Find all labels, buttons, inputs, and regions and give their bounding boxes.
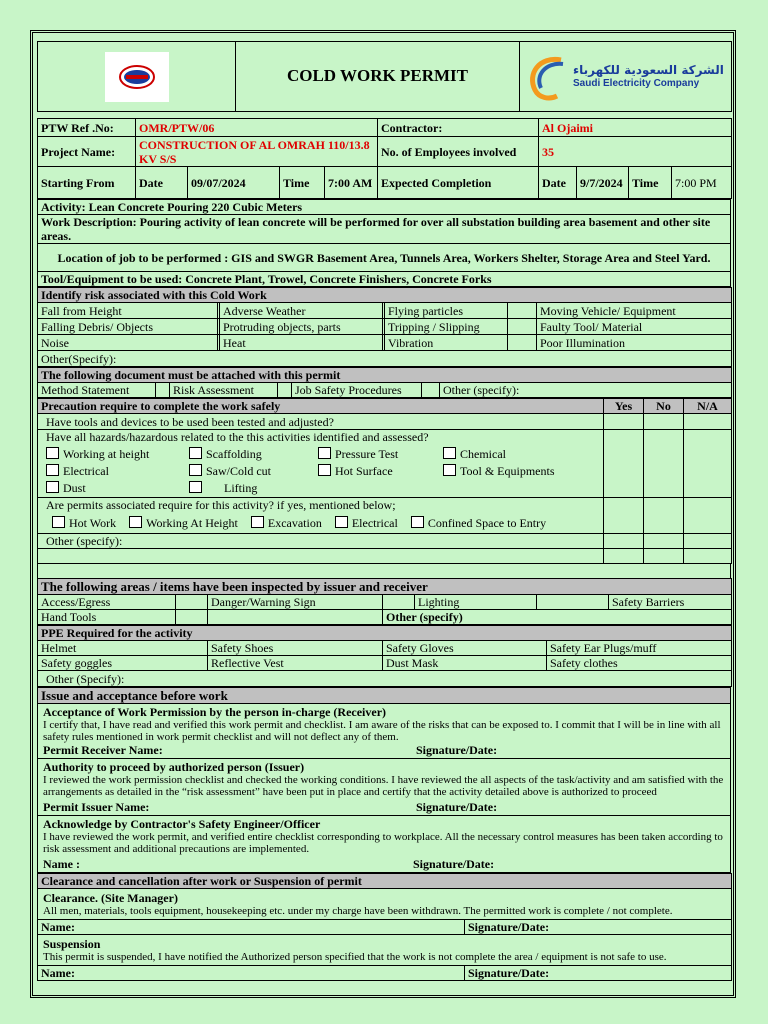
hazard-label: Scaffolding — [206, 447, 262, 461]
checkbox[interactable] — [251, 516, 264, 528]
checkbox[interactable] — [52, 516, 65, 528]
expected-completion-label: Expected Completion — [378, 167, 539, 199]
ptw-ref-label: PTW Ref .No: — [38, 119, 136, 137]
inspected-table — [37, 578, 732, 625]
issuer-title: Authority to proceed by authorized person (Issuer) — [43, 760, 305, 774]
question-associated-permits: Are permits associated require for this activity? if yes, mentioned below; — [46, 498, 396, 512]
documents-heading: The following document must be attached with this permit — [38, 368, 732, 383]
answer-no[interactable] — [644, 430, 684, 498]
inspected-item: Safety Barriers — [609, 595, 732, 610]
issuer-name-label: Permit Issuer Name: — [43, 800, 150, 814]
answer-na[interactable] — [684, 414, 732, 430]
ppe-item: Safety Gloves — [383, 641, 547, 656]
question-tools-tested: Have tools and devices to be used been tested and adjusted? — [38, 414, 604, 430]
issue-heading: Issue and acceptance before work — [38, 688, 731, 704]
risk-item: Poor Illumination — [537, 335, 732, 351]
precaution-table — [37, 398, 732, 564]
question-hazards-identified: Have all hazards/hazardous related to the this activities identified and assessed? — [46, 430, 429, 444]
hazard-label: Electrical — [63, 464, 109, 478]
right-logo-cell — [520, 42, 732, 112]
contractor-value: Al Ojaimi — [539, 119, 732, 137]
work-description: Work Description: Pouring activity of lean concrete will be performed for over all substation building area basement and other site areas. — [38, 215, 731, 244]
start-time-label: Time — [280, 167, 325, 199]
checkbox[interactable] — [335, 516, 348, 528]
contractor-label: Contractor: — [378, 119, 539, 137]
yes-column-header: Yes — [604, 399, 644, 414]
tools-equipment: Tool/Equipment to be used: Concrete Plant, Trowel, Concrete Finishers, Concrete Forks — [38, 272, 731, 287]
start-time-value: 7:00 AM — [325, 167, 378, 199]
spacer — [37, 564, 731, 578]
clearance-name-label: Name: — [38, 920, 465, 935]
job-location: Location of job to be performed : GIS and SWGR Basement Area, Tunnels Area, Workers Shelter, Storage Area and Steel Yard. — [38, 244, 731, 272]
checkbox[interactable] — [318, 464, 331, 476]
checkbox[interactable] — [189, 464, 202, 476]
hazard-label: Chemical — [460, 447, 506, 461]
ppe-heading: PPE Required for the activity — [38, 626, 732, 641]
document-item: Risk Assessment — [170, 383, 278, 398]
document-item: Other (specify): — [440, 383, 732, 398]
risks-heading: Identify risk associated with this Cold Work — [38, 288, 732, 303]
clearance-section — [38, 889, 732, 920]
risk-row — [38, 319, 732, 335]
ppe-item: Safety goggles — [38, 656, 208, 671]
engineer-statement: I have reviewed the work permit, and verified entire checklist corresponding to workplace. All the necessary control measures has been taken according to risk assessment and additional precautions are implemented. — [43, 831, 723, 855]
precaution-other: Other (specify): — [38, 534, 604, 549]
company-name-arabic: الشركة السعودية للكهرباء — [573, 62, 724, 77]
engineer-section — [38, 816, 731, 873]
engineer-signature-label: Signature/Date: — [413, 857, 495, 871]
permits-question-cell — [38, 498, 604, 534]
receiver-name-label: Permit Receiver Name: — [43, 743, 163, 757]
risk-item: Faulty Tool/ Material — [537, 319, 732, 335]
title-cell — [236, 42, 520, 112]
checkbox[interactable] — [129, 516, 142, 528]
receiver-section — [38, 704, 731, 759]
risk-row — [38, 303, 732, 319]
risk-item: Heat — [220, 335, 383, 351]
inspected-item: Hand Tools — [38, 610, 176, 625]
na-column-header: N/A — [684, 399, 732, 414]
risk-item: Fall from Height — [38, 303, 218, 319]
inspected-other: Other (specify) — [383, 610, 732, 625]
receiver-title: Acceptance of Work Permission by the person in-charge (Receiver) — [43, 705, 387, 719]
employees-value: 35 — [539, 137, 732, 167]
checkbox[interactable] — [189, 481, 202, 493]
clearance-table — [37, 873, 732, 981]
issuer-statement: I reviewed the work permission checklist and checked the working conditions. I have reviewed the all aspects of the task/activity and am satisfied with the arrangements as detailed in the “risk assessment” have been put in place and certify that the activity detailed above is authorized to proceed — [43, 774, 724, 798]
ppe-item: Reflective Vest — [208, 656, 383, 671]
checkbox[interactable] — [443, 447, 456, 459]
suspension-signature-label: Signature/Date: — [465, 966, 732, 981]
hazard-label: Working at height — [63, 447, 150, 461]
checkbox[interactable] — [411, 516, 424, 528]
checkbox[interactable] — [189, 447, 202, 459]
starting-from-label: Starting From — [38, 167, 136, 199]
project-name-label: Project Name: — [38, 137, 136, 167]
end-time-value: 7:00 PM — [672, 167, 732, 199]
page-title: COLD WORK PERMIT — [286, 66, 469, 85]
inspected-heading: The following areas / items have been inspected by issuer and receiver — [38, 579, 732, 595]
answer-yes[interactable] — [604, 414, 644, 430]
answer-na[interactable] — [684, 430, 732, 498]
documents-table — [37, 367, 732, 398]
checkbox[interactable] — [318, 447, 331, 459]
info-table — [37, 118, 732, 199]
ppe-item: Safety clothes — [547, 656, 732, 671]
receiver-signature-label: Signature/Date: — [416, 743, 498, 757]
hazard-label: Lifting — [224, 481, 258, 495]
hazard-checklist — [46, 446, 600, 497]
end-date-label: Date — [539, 167, 577, 199]
ppe-table — [37, 625, 732, 687]
hazard-label: Tool & Equipments — [460, 464, 555, 478]
clearance-signature-label: Signature/Date: — [465, 920, 732, 935]
risk-item: Flying particles — [385, 303, 508, 319]
ppe-item: Safety Ear Plugs/muff — [547, 641, 732, 656]
answer-yes[interactable] — [604, 430, 644, 498]
answer-no[interactable] — [644, 498, 684, 534]
end-date-value: 9/7/2024 — [577, 167, 629, 199]
issue-table — [37, 687, 731, 873]
engineer-title: Acknowledge by Contractor's Safety Engineer/Officer — [43, 817, 321, 831]
checkbox[interactable] — [46, 447, 59, 459]
sec-logo — [523, 52, 728, 102]
left-logo-cell — [38, 42, 236, 112]
risk-item: Vibration — [385, 335, 508, 351]
contractor-logo — [105, 52, 169, 102]
issuer-signature-label: Signature/Date: — [416, 800, 498, 814]
risk-item: Noise — [38, 335, 218, 351]
permit-label: Confined Space to Entry — [427, 516, 547, 530]
risks-table — [37, 287, 732, 367]
checkbox[interactable] — [443, 464, 456, 476]
sec-logo-icon — [523, 52, 571, 102]
suspension-statement: This permit is suspended, I have notified the Authorized person specified that the work is not complete the area / equipment is not safe to use. — [43, 951, 667, 963]
answer-na[interactable] — [684, 498, 732, 534]
clearance-heading: Clearance and cancellation after work or Suspension of permit — [38, 874, 732, 889]
project-name-value: CONSTRUCTION OF AL OMRAH 110/13.8 KV S/S — [136, 137, 378, 167]
risk-item: Moving Vehicle/ Equipment — [537, 303, 732, 319]
document-item: Job Safety Procedures — [292, 383, 422, 398]
ptw-ref-value: OMR/PTW/06 — [136, 119, 378, 137]
risk-item: Falling Debris/ Objects — [38, 319, 218, 335]
checkbox[interactable] — [46, 481, 59, 493]
permit-form — [37, 41, 731, 981]
start-date-value: 09/07/2024 — [188, 167, 280, 199]
receiver-statement: I certify that, I have read and verified this work permit and checklist. I am aware of the risks that can be exposed to. I commit that I will be in line with all safety rules mentioned in work permit checklist and will not deflect any of them. — [43, 719, 721, 743]
ppe-item: Helmet — [38, 641, 208, 656]
ppe-item: Dust Mask — [383, 656, 547, 671]
permit-label: Excavation — [267, 516, 322, 530]
permit-label: Electrical — [351, 516, 398, 530]
start-date-label: Date — [136, 167, 188, 199]
permit-label: Working At Height — [146, 516, 238, 530]
hazards-question-cell — [38, 430, 604, 498]
inspected-item: Lighting — [415, 595, 537, 610]
company-name-english: Saudi Electricity Company — [573, 77, 700, 89]
header-table — [37, 41, 732, 112]
no-column-header: No — [644, 399, 684, 414]
engineer-name-label: Name : — [43, 857, 80, 871]
checkbox[interactable] — [46, 464, 59, 476]
activity-table — [37, 199, 731, 287]
suspension-name-label: Name: — [38, 966, 465, 981]
answer-yes[interactable] — [604, 498, 644, 534]
hazard-label: Saw/Cold cut — [206, 464, 271, 478]
activity-text: Activity: Lean Concrete Pouring 220 Cubic Meters — [38, 200, 731, 215]
inspected-item: Access/Egress — [38, 595, 176, 610]
answer-no[interactable] — [644, 414, 684, 430]
risk-row — [38, 335, 732, 351]
hazard-label: Dust — [63, 481, 86, 495]
employees-label: No. of Employees involved — [378, 137, 539, 167]
hazard-label: Hot Surface — [335, 464, 393, 478]
ppe-other: Other (Specify): — [38, 671, 732, 687]
precaution-heading: Precaution require to complete the work safely — [38, 399, 604, 414]
document-item: Method Statement — [38, 383, 156, 398]
risk-item: Adverse Weather — [220, 303, 383, 319]
permit-checklist — [46, 516, 600, 530]
inspected-item: Danger/Warning Sign — [208, 595, 383, 610]
ppe-item: Safety Shoes — [208, 641, 383, 656]
risk-item: Protruding objects, parts — [220, 319, 383, 335]
suspension-section — [38, 935, 732, 966]
risk-item: Tripping / Slipping — [385, 319, 508, 335]
permit-label: Hot Work — [69, 516, 117, 530]
clearance-statement: All men, materials, tools equipment, housekeeping etc. under my charge have been withdrawn. The permitted work is complete / not complete. — [43, 905, 673, 917]
suspension-title: Suspension — [43, 937, 101, 951]
hazard-label: Pressure Test — [335, 447, 399, 461]
end-time-label: Time — [629, 167, 672, 199]
clearance-title: Clearance. (Site Manager) — [43, 891, 178, 905]
issuer-section — [38, 759, 731, 816]
risks-other: Other(Specify): — [38, 351, 732, 367]
